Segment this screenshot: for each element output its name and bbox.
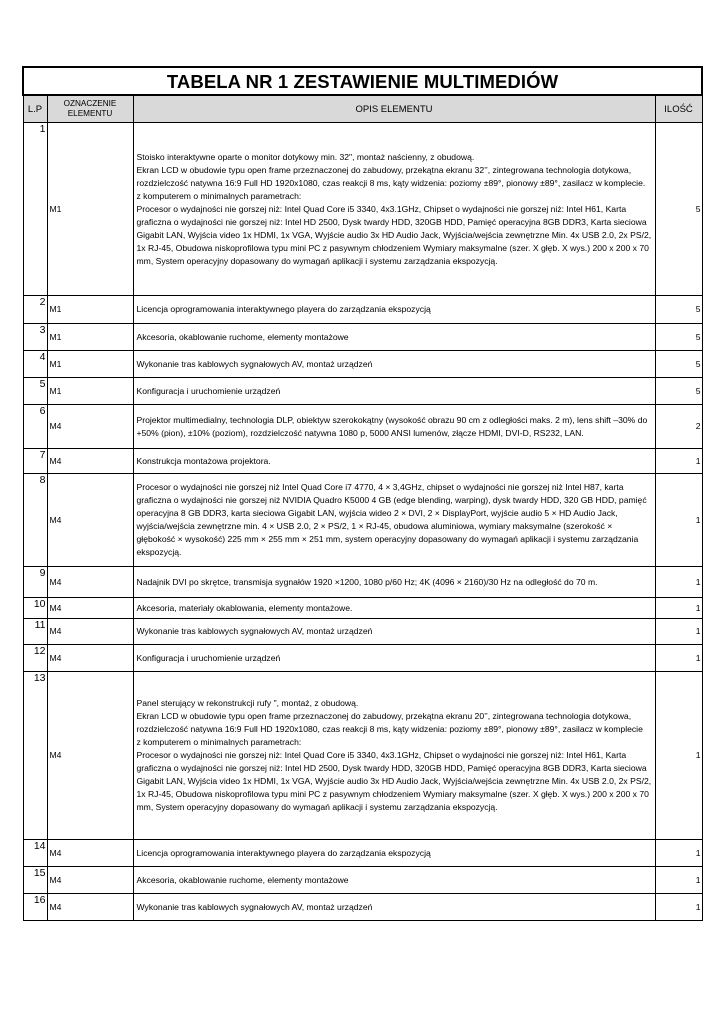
row-description: Procesor o wydajności nie gorszej niż Intel Quad Core i7 4770, 4 × 3,4GHz, chipset o wydajności nie gorszej niż Intel H87, karta graficzna o wydajności nie gorszej niż NVIDIA Quadro K5000 4 GB (edge blending, warping), dysk twardy HDD, 320 GB HDD, pamięć operacyjna 8 GB DDR3, karta sieciowa Gigabit LAN, wyjścia wideo 2 × DVI, 2 × DisplayPort, wyjście audio 5 × HD Audio Jack, wyjścia/wejścia zewnętrzne min. 4 × USB 2.0, 2 × PS/2, 1 × RJ-45, obudowa aluminiowa, wymiary maksymalne (szerokość × głębokość × wysokość) 225 mm × 255 mm × 251 mm, system operacyjny dopasowany do wymagań aplikacji i systemu zarządzania ekspozycją.: [133, 474, 655, 567]
row-lp: 2: [23, 296, 47, 324]
table-row: [23, 645, 702, 672]
row-code: M4: [47, 405, 133, 449]
row-code: M4: [47, 840, 133, 867]
row-lp: 4: [23, 351, 47, 378]
row-quantity: 2: [655, 405, 702, 449]
row-quantity: 1: [655, 598, 702, 619]
header-description: OPIS ELEMENTU: [133, 95, 655, 123]
row-description: Wykonanie tras kablowych sygnałowych AV, montaż urządzeń: [133, 619, 655, 645]
row-quantity: 1: [655, 840, 702, 867]
row-code: M4: [47, 567, 133, 598]
row-quantity: 5: [655, 296, 702, 324]
multimedia-table-sheet: [22, 66, 701, 921]
row-quantity: 5: [655, 123, 702, 296]
header-code: OZNACZENIE ELEMENTU: [47, 95, 133, 123]
row-quantity: 1: [655, 619, 702, 645]
header-row: [23, 95, 702, 123]
row-code: M4: [47, 867, 133, 894]
header-quantity: ILOŚĆ: [655, 95, 702, 123]
row-lp: 5: [23, 378, 47, 405]
table-row: [23, 378, 702, 405]
table-row: [23, 598, 702, 619]
table-row: [23, 123, 702, 296]
row-description: Wykonanie tras kablowych sygnałowych AV, montaż urządzeń: [133, 351, 655, 378]
row-description: Konstrukcja montażowa projektora.: [133, 449, 655, 474]
row-lp: 11: [23, 619, 47, 645]
row-lp: 10: [23, 598, 47, 619]
row-code: M4: [47, 645, 133, 672]
row-code: M1: [47, 123, 133, 296]
multimedia-table: [22, 66, 703, 921]
row-code: M4: [47, 449, 133, 474]
row-lp: 9: [23, 567, 47, 598]
row-lp: 12: [23, 645, 47, 672]
table-row: [23, 351, 702, 378]
row-code: M1: [47, 351, 133, 378]
row-description: Wykonanie tras kablowych sygnałowych AV, montaż urządzeń: [133, 894, 655, 921]
table-row: [23, 474, 702, 567]
row-description: Akcesoria, okablowanie ruchome, elementy montażowe: [133, 324, 655, 351]
table-row: [23, 840, 702, 867]
row-description: Konfiguracja i uruchomienie urządzeń: [133, 645, 655, 672]
row-code: M4: [47, 474, 133, 567]
row-quantity: 1: [655, 894, 702, 921]
row-description: Konfiguracja i uruchomienie urządzeń: [133, 378, 655, 405]
header-lp: L.P: [23, 95, 47, 123]
row-quantity: 1: [655, 867, 702, 894]
row-quantity: 5: [655, 378, 702, 405]
row-code: M4: [47, 619, 133, 645]
table-body: [23, 123, 702, 921]
row-description: Akcesoria, materiały okablowania, elementy montażowe.: [133, 598, 655, 619]
row-code: M4: [47, 894, 133, 921]
table-row: [23, 619, 702, 645]
row-quantity: 1: [655, 567, 702, 598]
table-row: [23, 405, 702, 449]
row-lp: 7: [23, 449, 47, 474]
row-code: M1: [47, 324, 133, 351]
row-quantity: 5: [655, 324, 702, 351]
row-quantity: 1: [655, 474, 702, 567]
row-code: M1: [47, 296, 133, 324]
row-code: M1: [47, 378, 133, 405]
table-row: [23, 296, 702, 324]
row-lp: 1: [23, 123, 47, 296]
row-lp: 13: [23, 672, 47, 840]
row-quantity: 1: [655, 672, 702, 840]
row-lp: 15: [23, 867, 47, 894]
table-row: [23, 324, 702, 351]
row-description: Licencja oprogramowania interaktywnego playera do zarządzania ekspozycją: [133, 840, 655, 867]
table-row: [23, 567, 702, 598]
row-description: Nadajnik DVI po skrętce, transmisja sygnałów 1920 ×1200, 1080 p/60 Hz; 4K (4096 × 2160)/30 Hz na odległość do 70 m.: [133, 567, 655, 598]
row-description: Panel sterujący w rekonstrukcji rufy ", montaż, z obudową. Ekran LCD w obudowie typu open frame przeznaczonej do zabudowy, przekątna ekranu 20’’, zintegrowana technologia dotykowa, rozdzielczość natywna 16:9 Full HD 1920x1080, czas reakcji 8 ms, kąty widzenia: poziomy ±89°, pionowy ±89°, zasilacz w komplecie z komputerem o minimalnych parametrach: Procesor o wydajności nie gorszej niż: Intel Quad Core i5 3340, 4x3.1GHz, Chipset o wydajności nie gorszej niż: Intel H61, Karta graficzna o wydajności nie gorszej niż: Intel HD 2500, Dysk twardy HDD, 320GB HDD, Pamięć operacyjna 8GB DDR3, Karta sieciowa Gigabit LAN, Wyjścia video 1x HDMI, 1x VGA, Wyjście audio 3x HD Audio Jack, Wyjścia/wejścia zewnętrzne Min. 4x USB 2.0, 2x PS/2, 1x RJ-45, Obudowa niskoprofilowa typu mini PC z pasywnym chłodzeniem Wymiary maksymalne (szer. X głęb. X wys.) 200 x 200 x 70 mm, System operacyjny dopasowany do wymagań aplikacji i systemu zarządzania ekspozycją.: [133, 672, 655, 840]
table-row: [23, 867, 702, 894]
row-lp: 3: [23, 324, 47, 351]
row-description: Licencja oprogramowania interaktywnego playera do zarządzania ekspozycją: [133, 296, 655, 324]
row-description: Stoisko interaktywne oparte o monitor dotykowy min. 32", montaż naścienny, z obudową. Ekran LCD w obudowie typu open frame przeznaczonej do zabudowy, przekątna ekranu 32’’, zintegrowana technologia dotykowa, rozdzielczość natywna 16:9 Full HD 1920x1080, czas reakcji 8 ms, kąty widzenia: poziomy ±89°, pionowy ±89°, zasilacz w komplecie. z komputerem o minimalnych parametrach: Procesor o wydajności nie gorszej niż: Intel Quad Core i5 3340, 4x3.1GHz, Chipset o wydajności nie gorszej niż: Intel H61, Karta graficzna o wydajności nie gorszej niż: Intel HD 2500, Dysk twardy HDD, 320GB HDD, Pamięć operacyjna 8GB DDR3, Karta sieciowa Gigabit LAN, Wyjścia video 1x HDMI, 1x VGA, Wyjście audio 3x HD Audio Jack, Wyjścia/wejścia zewnętrzne Min. 4x USB 2.0, 2x PS/2, 1x RJ-45, Obudowa niskoprofilowa typu mini PC z pasywnym chłodzeniem Wymiary maksymalne (szer. X głęb. X wys.) 200 x 200 x 70 mm, System operacyjny dopasowany do wymagań aplikacji i systemu zarządzania ekspozycją.: [133, 123, 655, 296]
row-lp: 6: [23, 405, 47, 449]
table-row: [23, 672, 702, 840]
row-description: Projektor multimedialny, technologia DLP, obiektyw szerokokątny (wysokość obrazu 90 cm z odległości maks. 2 m), lens shift –30% do +50% (pion), ±10% (poziom), rozdzielczość natywna 1080 p, 5000 ANSI lumenów, złącze HDMI, DVI-D, RS232, LAN.: [133, 405, 655, 449]
table-row: [23, 894, 702, 921]
row-quantity: 5: [655, 351, 702, 378]
table-row: [23, 449, 702, 474]
row-code: M4: [47, 598, 133, 619]
row-quantity: 1: [655, 449, 702, 474]
row-lp: 16: [23, 894, 47, 921]
row-code: M4: [47, 672, 133, 840]
row-lp: 14: [23, 840, 47, 867]
table-title: TABELA NR 1 ZESTAWIENIE MULTIMEDIÓW: [23, 67, 702, 95]
row-lp: 8: [23, 474, 47, 567]
row-description: Akcesoria, okablowanie ruchome, elementy montażowe: [133, 867, 655, 894]
row-quantity: 1: [655, 645, 702, 672]
